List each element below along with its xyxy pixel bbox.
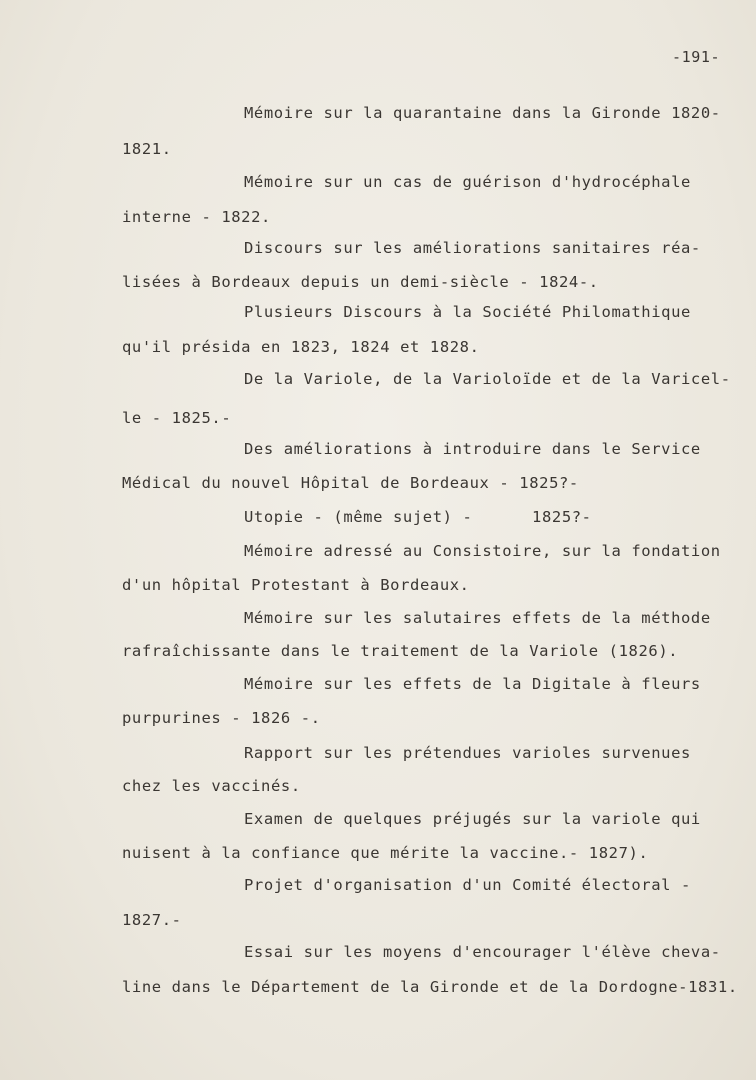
text-line: Mémoire sur la quarantaine dans la Gironde 1820- [244, 104, 721, 122]
text-line: 1827.- [122, 911, 182, 929]
text-line: 1821. [122, 140, 172, 158]
text-line: interne - 1822. [122, 208, 271, 226]
text-line: Rapport sur les prétendues varioles survenues [244, 744, 691, 762]
text-line: Discours sur les améliorations sanitaires réa- [244, 239, 701, 257]
text-line: Médical du nouvel Hôpital de Bordeaux - 1825?- [122, 474, 579, 492]
text-line: Des améliorations à introduire dans le Service [244, 440, 701, 458]
text-line: Projet d'organisation d'un Comité électoral - [244, 876, 691, 894]
text-line: Essai sur les moyens d'encourager l'élève cheva- [244, 943, 721, 961]
text-line: qu'il présida en 1823, 1824 et 1828. [122, 338, 480, 356]
page-number: -191- [672, 48, 721, 66]
text-line: Examen de quelques préjugés sur la variole qui [244, 810, 701, 828]
text-line: nuisent à la confiance que mérite la vaccine.- 1827). [122, 844, 649, 862]
text-line: Mémoire sur les effets de la Digitale à fleurs [244, 675, 701, 693]
text-line: De la Variole, de la Varioloïde et de la Varicel- [244, 370, 731, 388]
text-line: rafraîchissante dans le traitement de la Variole (1826). [122, 642, 679, 660]
text-line: Plusieurs Discours à la Société Philomathique [244, 303, 691, 321]
text-line: Utopie - (même sujet) - 1825?- [244, 508, 592, 526]
text-line: purpurines - 1826 -. [122, 709, 321, 727]
text-line: Mémoire sur les salutaires effets de la méthode [244, 609, 711, 627]
text-line: Mémoire adressé au Consistoire, sur la fondation [244, 542, 721, 560]
text-line: chez les vaccinés. [122, 777, 301, 795]
text-line: d'un hôpital Protestant à Bordeaux. [122, 576, 470, 594]
text-line: line dans le Département de la Gironde et de la Dordogne-1831. [122, 978, 738, 996]
text-line: lisées à Bordeaux depuis un demi-siècle - 1824-. [122, 273, 599, 291]
text-line: Mémoire sur un cas de guérison d'hydrocéphale [244, 173, 691, 191]
text-line: le - 1825.- [122, 409, 232, 427]
